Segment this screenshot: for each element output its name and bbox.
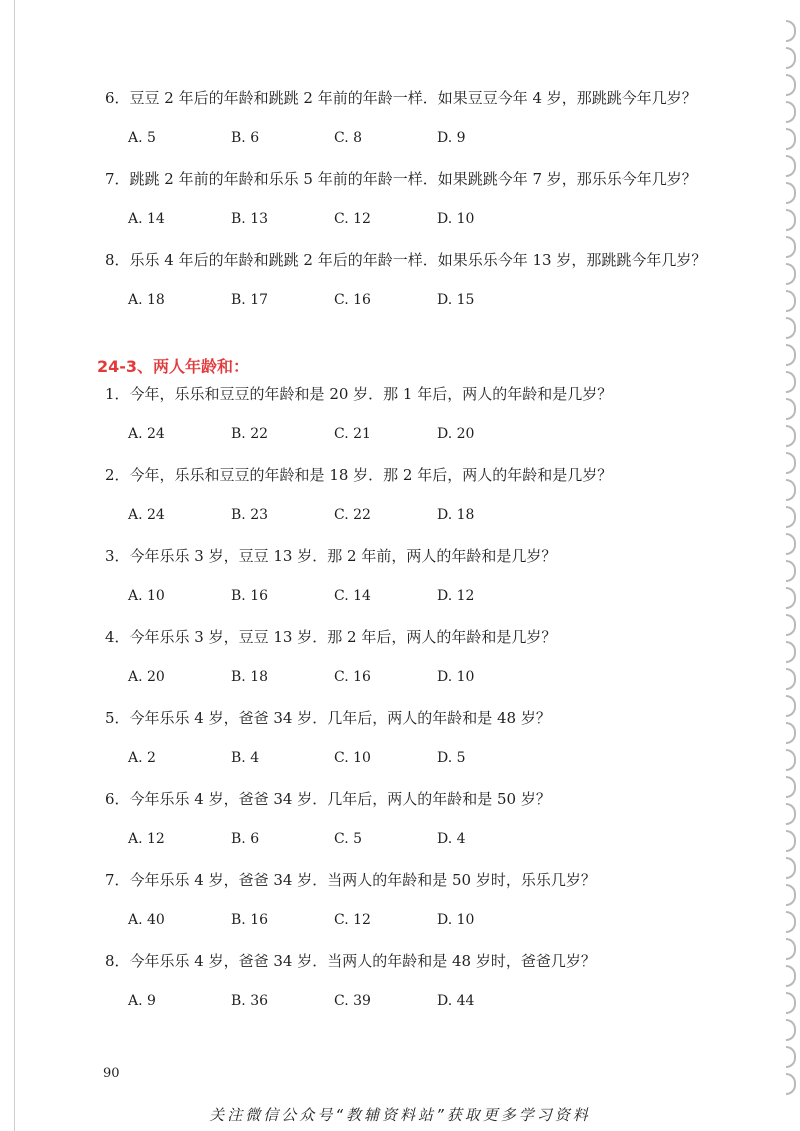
answer-options [105, 586, 745, 606]
binding-ring [786, 614, 796, 636]
footer-note: 关注微信公众号“教辅资料站”获取更多学习资料 [209, 1106, 591, 1124]
option-c: C. 12 [334, 211, 371, 227]
option-b: B. 4 [231, 750, 260, 766]
question-text: 2．今年，乐乐和豆豆的年龄和是 18 岁．那 2 年后，两人的年龄和是几岁？ [105, 466, 613, 484]
question-text: 7．跳跳 2 年前的年龄和乐乐 5 年前的年龄一样．如果跳跳今年 7 岁，那乐乐今年几岁？ [105, 170, 697, 188]
binding-ring [786, 749, 796, 771]
option-b: B. 17 [231, 292, 269, 308]
option-a: A. 14 [128, 211, 165, 227]
option-a: A. 10 [128, 588, 165, 604]
binding-ring [786, 74, 796, 96]
question-text: 7．今年乐乐 4 岁，爸爸 34 岁．当两人的年龄和是 50 岁时，乐乐几岁？ [105, 871, 596, 889]
question-text: 6．豆豆 2 年后的年龄和跳跳 2 年前的年龄一样．如果豆豆今年 4 岁，那跳跳今年几岁？ [105, 89, 697, 107]
binding-ring [786, 965, 796, 987]
option-a: A. 40 [128, 912, 165, 928]
binding-ring [786, 290, 796, 312]
binding-ring [786, 425, 796, 447]
page-edge-line [14, 0, 15, 1131]
binding-ring [786, 128, 796, 150]
binding-ring [786, 803, 796, 825]
binding-ring [786, 371, 796, 393]
option-b: B. 23 [231, 507, 269, 523]
answer-options [105, 829, 745, 849]
question-block [105, 627, 745, 687]
binding-ring [786, 101, 796, 123]
binding-ring [786, 1046, 796, 1068]
option-b: B. 22 [231, 426, 269, 442]
answer-options [105, 209, 745, 229]
question-text: 8．今年乐乐 4 岁，爸爸 34 岁．当两人的年龄和是 48 岁时，爸爸几岁？ [105, 952, 596, 970]
option-c: C. 14 [334, 588, 371, 604]
question-block [105, 465, 745, 525]
answer-options [105, 290, 745, 310]
binding-ring [786, 668, 796, 690]
question-block [105, 708, 745, 768]
binding-ring [786, 47, 796, 69]
binding-ring [786, 236, 796, 258]
option-a: A. 20 [128, 669, 165, 685]
question-block [105, 250, 745, 310]
answer-options [105, 991, 745, 1011]
option-a: A. 12 [128, 831, 165, 847]
option-a: A. 24 [128, 426, 165, 442]
option-a: A. 2 [128, 750, 156, 766]
question-text: 8．乐乐 4 年后的年龄和跳跳 2 年后的年龄一样．如果乐乐今年 13 岁，那跳跳今年几岁？ [105, 251, 707, 269]
binding-ring [786, 398, 796, 420]
option-b: B. 13 [231, 211, 269, 227]
answer-options [105, 667, 745, 687]
binding-ring [786, 884, 796, 906]
question-text: 4．今年乐乐 3 岁，豆豆 13 岁．那 2 年后，两人的年龄和是几岁？ [105, 628, 557, 646]
binding-ring [786, 641, 796, 663]
question-block [105, 384, 745, 444]
option-d: D. 9 [437, 130, 466, 146]
binding-ring [786, 533, 796, 555]
option-c: C. 21 [334, 426, 371, 442]
option-d: D. 10 [437, 669, 475, 685]
binding-ring [786, 209, 796, 231]
option-a: A. 9 [128, 993, 156, 1009]
question-block [105, 951, 745, 1011]
option-c: C. 22 [334, 507, 371, 523]
option-c: C. 16 [334, 669, 371, 685]
option-c: C. 10 [334, 750, 371, 766]
option-a: A. 24 [128, 507, 165, 523]
option-c: C. 39 [334, 993, 371, 1009]
question-block [105, 546, 745, 606]
answer-options [105, 128, 745, 148]
binding-ring [786, 1073, 796, 1095]
answer-options [105, 505, 745, 525]
binding-ring [786, 722, 796, 744]
binding-ring [786, 857, 796, 879]
binding-ring [786, 776, 796, 798]
question-group [105, 88, 745, 310]
binding-ring [786, 182, 796, 204]
binding-ring [786, 263, 796, 285]
question-block [105, 789, 745, 849]
option-d: D. 20 [437, 426, 475, 442]
question-text: 5．今年乐乐 4 岁，爸爸 34 岁．几年后，两人的年龄和是 48 岁？ [105, 709, 551, 727]
question-text: 6．今年乐乐 4 岁，爸爸 34 岁．几年后，两人的年龄和是 50 岁？ [105, 790, 551, 808]
answer-options [105, 748, 745, 768]
binding-ring [786, 911, 796, 933]
option-b: B. 36 [231, 993, 269, 1009]
option-d: D. 5 [437, 750, 466, 766]
question-block [105, 169, 745, 229]
binding-ring [786, 20, 796, 42]
binding-ring [786, 452, 796, 474]
answer-options [105, 424, 745, 444]
option-d: D. 44 [437, 993, 475, 1009]
binding-ring [786, 506, 796, 528]
option-b: B. 18 [231, 669, 269, 685]
option-d: D. 10 [437, 912, 475, 928]
option-d: D. 12 [437, 588, 475, 604]
binding-ring [786, 695, 796, 717]
page-number: 90 [103, 1066, 120, 1081]
option-c: C. 5 [334, 831, 363, 847]
spiral-binding [780, 20, 800, 1100]
binding-ring [786, 938, 796, 960]
option-d: D. 4 [437, 831, 466, 847]
binding-ring [786, 830, 796, 852]
option-c: C. 12 [334, 912, 371, 928]
option-a: A. 18 [128, 292, 165, 308]
binding-ring [786, 479, 796, 501]
option-b: B. 6 [231, 831, 260, 847]
option-b: B. 16 [231, 912, 269, 928]
question-text: 1．今年，乐乐和豆豆的年龄和是 20 岁．那 1 年后，两人的年龄和是几岁？ [105, 385, 613, 403]
option-d: D. 15 [437, 292, 475, 308]
option-d: D. 18 [437, 507, 475, 523]
answer-options [105, 910, 745, 930]
question-list [97, 88, 745, 1032]
option-c: C. 8 [334, 130, 363, 146]
question-block [105, 870, 745, 930]
option-c: C. 16 [334, 292, 371, 308]
question-group [97, 356, 745, 1011]
option-a: A. 5 [128, 130, 156, 146]
option-b: B. 16 [231, 588, 269, 604]
binding-ring [786, 1019, 796, 1041]
binding-ring [786, 317, 796, 339]
question-text: 3．今年乐乐 3 岁，豆豆 13 岁．那 2 年前，两人的年龄和是几岁？ [105, 547, 557, 565]
section-title: 24-3、两人年龄和： [97, 357, 250, 376]
binding-ring [786, 155, 796, 177]
binding-ring [786, 587, 796, 609]
question-block [105, 88, 745, 148]
binding-ring [786, 560, 796, 582]
binding-ring [786, 344, 796, 366]
binding-ring [786, 992, 796, 1014]
option-d: D. 10 [437, 211, 475, 227]
option-b: B. 6 [231, 130, 260, 146]
